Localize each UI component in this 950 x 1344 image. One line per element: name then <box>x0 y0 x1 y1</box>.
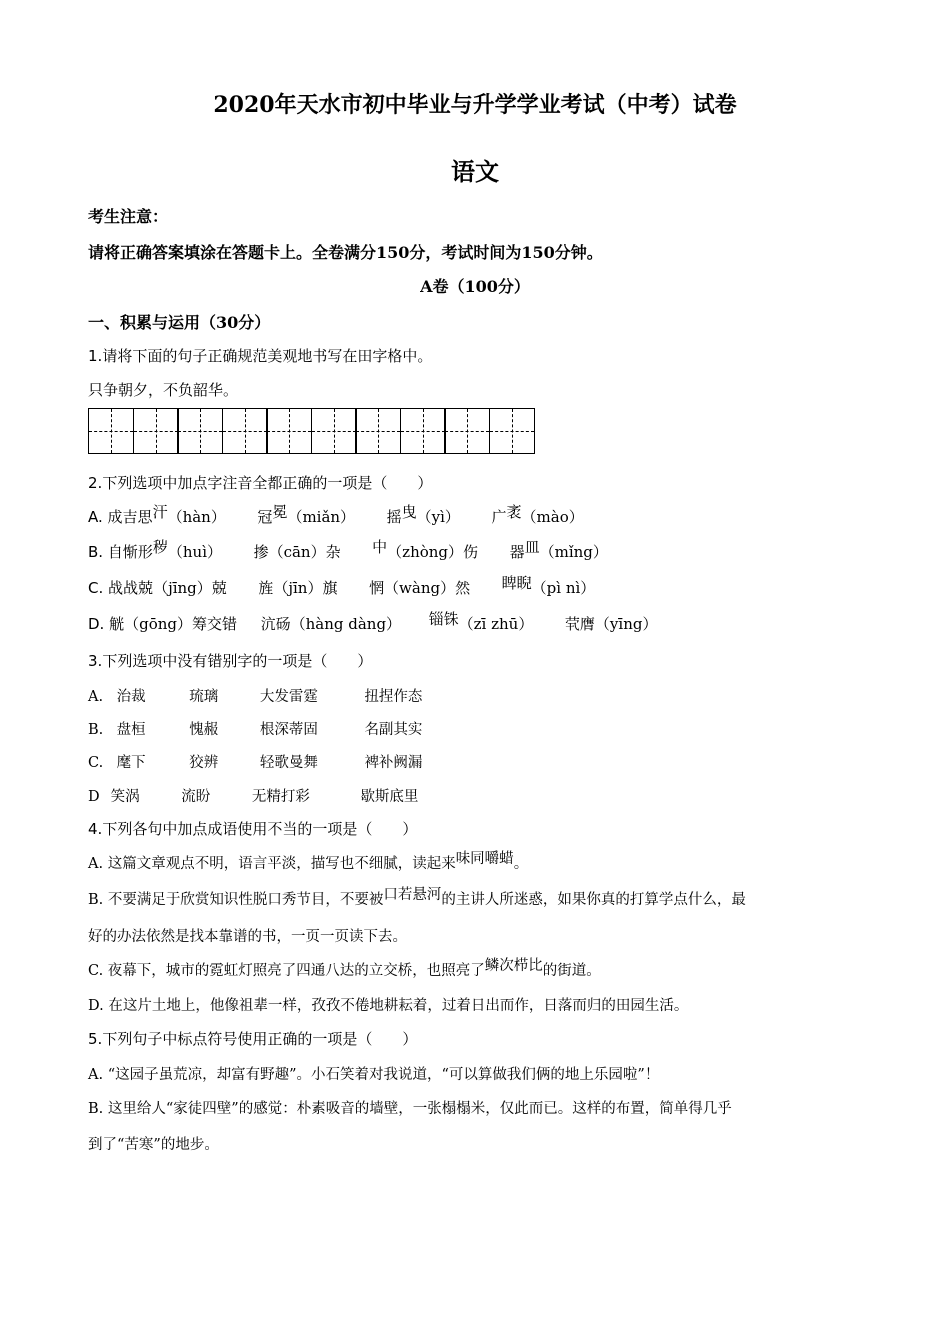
part1-heading: 一、积累与运用（30分） <box>88 313 271 332</box>
option-word: 根深蒂固 <box>259 722 318 738</box>
option-text: B. 不要满足于欣赏知识性脱口秀节目，不要被 <box>88 892 384 908</box>
dotted-char: 曳 <box>401 503 417 521</box>
dotted-char: 汗 <box>152 503 168 521</box>
dotted-char: 冕 <box>272 503 288 521</box>
dotted-char: 兢 <box>138 579 154 597</box>
q3-number: 3. <box>88 652 103 670</box>
tianzige-cell[interactable] <box>222 408 268 454</box>
dotted-char: 茕膺 <box>564 615 595 633</box>
option-text: 摇 <box>386 508 402 526</box>
option-word: 麾下 <box>116 755 146 771</box>
option-word: 琉璃 <box>189 689 219 705</box>
q4-stem <box>88 818 870 839</box>
pinyin: （wàng）然 <box>384 579 471 597</box>
q3-option-b[interactable] <box>88 718 870 739</box>
option-letter: D. <box>88 615 105 633</box>
dotted-char: 皿 <box>524 538 540 556</box>
q4-number: 4. <box>88 820 103 838</box>
pinyin: （cān）杂 <box>268 543 341 561</box>
dotted-idiom: 鳞次栉比 <box>484 958 543 974</box>
q3-stem <box>88 650 870 671</box>
q5-stem <box>88 1028 870 1049</box>
tianzige-cell[interactable] <box>133 408 179 454</box>
pinyin: （pì nì） <box>531 579 596 597</box>
q5-stem-text: 下列句子中标点符号使用正确的一项是（ ） <box>102 1030 418 1048</box>
pinyin: （yì） <box>416 508 460 526</box>
option-word: 名副其实 <box>364 722 423 738</box>
option-word: 裨补阙漏 <box>364 755 423 771</box>
tianzige-cell[interactable] <box>177 408 223 454</box>
pinyin: （jīn）旗 <box>273 579 338 597</box>
q3-option-a[interactable] <box>88 685 870 706</box>
option-text: 的主讲人所迷惑，如果你真的打算学点什么，最 <box>441 892 746 908</box>
pinyin: （mǐng） <box>539 543 608 561</box>
pinyin: （yīng） <box>594 615 658 633</box>
dotted-char: 秽 <box>152 538 168 556</box>
option-letter: A. <box>88 508 103 526</box>
tianzige-cell[interactable] <box>266 408 312 454</box>
option-text: A. 这篇文章观点不明，语言平淡，描写也不细腻，读起来 <box>88 856 456 872</box>
pinyin: （huì） <box>167 543 222 561</box>
q4-stem-text: 下列各句中加点成语使用不当的一项是（ ） <box>102 820 418 838</box>
option-word: 大发雷霆 <box>259 689 318 705</box>
option-word: 愧赧 <box>189 722 219 738</box>
q2-option-d[interactable] <box>88 610 870 634</box>
option-word: 笑涡 <box>110 789 140 805</box>
option-letter: A. <box>88 689 104 705</box>
notice-heading: 考生注意： <box>88 207 169 226</box>
option-text: 掺 <box>253 543 269 561</box>
q1-sentence: 只争朝夕，不负韶华。 <box>88 381 239 399</box>
option-letter: C. <box>88 755 104 771</box>
option-text: 自惭形 <box>107 543 153 561</box>
q3-option-c[interactable] <box>88 751 870 772</box>
option-word: 扭捏作态 <box>364 689 423 705</box>
tianzige-cell[interactable] <box>400 408 446 454</box>
option-text: 。 <box>513 856 529 872</box>
pinyin: （miǎn） <box>287 508 356 526</box>
dotted-char: 袤 <box>506 503 522 521</box>
option-text: 冠 <box>257 508 273 526</box>
tianzige-grid[interactable] <box>88 408 533 454</box>
dotted-char: 惘 <box>369 579 385 597</box>
dotted-char: 中 <box>372 538 388 556</box>
q5-option-b[interactable]: B. 这里给人“家徒四壁”的感觉：朴素吸音的墙壁，一张榻榻米，仅此而已。这样的布置，简单得几乎 <box>88 1101 732 1117</box>
pinyin: （mào） <box>521 508 584 526</box>
q5-option-a[interactable]: A. “这园子虽荒凉，却富有野趣”。小石笑着对我说道，“可以算做我们俩的地上乐园啦”！ <box>88 1067 660 1083</box>
q4-option-b[interactable] <box>88 888 870 909</box>
q4-option-c[interactable] <box>88 959 870 980</box>
q1-stem <box>88 345 870 366</box>
pinyin: （gōng）筹交错 <box>124 615 238 633</box>
q2-option-c[interactable] <box>88 574 870 598</box>
dotted-char: 觥 <box>109 615 125 633</box>
option-word: 盘桓 <box>116 722 146 738</box>
option-text: 器 <box>509 543 525 561</box>
tianzige-cell[interactable] <box>444 408 490 454</box>
option-text: 成吉思 <box>107 508 153 526</box>
q3-stem-text: 下列选项中没有错别字的一项是（ ） <box>102 652 373 670</box>
tianzige-cell[interactable] <box>311 408 357 454</box>
option-letter: B. <box>88 722 104 738</box>
dotted-idiom: 口若悬河 <box>383 887 442 903</box>
option-text: 战战 <box>108 579 139 597</box>
q4-option-b-cont: 好的办法依然是找本靠谱的书，一页一页读下去。 <box>88 929 407 945</box>
q1-number: 1. <box>88 347 103 365</box>
option-word: 狡辨 <box>189 755 219 771</box>
option-text: C. 夜幕下，城市的霓虹灯照亮了四通八达的立交桥，也照亮了 <box>88 963 485 979</box>
subject-title: 语文 <box>451 157 499 186</box>
option-word: 轻歌曼舞 <box>259 755 318 771</box>
option-word: 治裁 <box>116 689 146 705</box>
option-letter: D <box>88 789 100 805</box>
q1-stem-text: 请将下面的句子正确规范美观地书写在田字格中。 <box>102 347 433 365</box>
pinyin: （hàng dàng） <box>290 615 402 633</box>
tianzige-cell[interactable] <box>355 408 401 454</box>
option-letter: C. <box>88 579 104 597</box>
pinyin: （hàn） <box>167 508 226 526</box>
dotted-idiom: 味同嚼蜡 <box>455 851 514 867</box>
dotted-char: 旌 <box>258 579 274 597</box>
option-text: 的街道。 <box>542 963 601 979</box>
dotted-char: 沆砀 <box>260 615 291 633</box>
option-word: 无精打彩 <box>251 789 310 805</box>
q4-option-a[interactable] <box>88 852 870 873</box>
dotted-char: 锱铢 <box>428 610 459 628</box>
option-word: 流盼 <box>181 789 211 805</box>
pinyin: （zhòng）伤 <box>387 543 479 561</box>
q2-stem-text: 下列选项中加点字注音全都正确的一项是（ ） <box>102 474 433 492</box>
tianzige-cell[interactable] <box>88 408 134 454</box>
q4-option-d[interactable]: D. 在这片土地上，他像祖辈一样，孜孜不倦地耕耘着，过着日出而作，日落而归的田园生活。 <box>88 998 689 1014</box>
option-text: 广 <box>491 508 507 526</box>
paper-section-a: A卷（100分） <box>420 277 530 296</box>
q2-option-b[interactable] <box>88 538 870 562</box>
q5-number: 5. <box>88 1030 103 1048</box>
q3-option-d[interactable] <box>88 785 870 806</box>
option-word: 歇斯底里 <box>360 789 419 805</box>
dotted-char: 睥睨 <box>501 574 532 592</box>
q5-option-b-cont: 到了“苦寒”的地步。 <box>88 1137 219 1153</box>
option-letter: B. <box>88 543 104 561</box>
exam-title: 2020年天水市初中毕业与升学学业考试（中考）试卷 <box>213 92 737 118</box>
pinyin: （zī zhū） <box>458 615 534 633</box>
q2-stem <box>88 472 870 493</box>
pinyin: （jīng）兢 <box>153 579 227 597</box>
q2-number: 2. <box>88 474 103 492</box>
notice-text: 请将正确答案填涂在答题卡上。全卷满分150分，考试时间为150分钟。 <box>88 243 603 262</box>
tianzige-cell[interactable] <box>489 408 535 454</box>
q2-option-a[interactable] <box>88 503 870 527</box>
